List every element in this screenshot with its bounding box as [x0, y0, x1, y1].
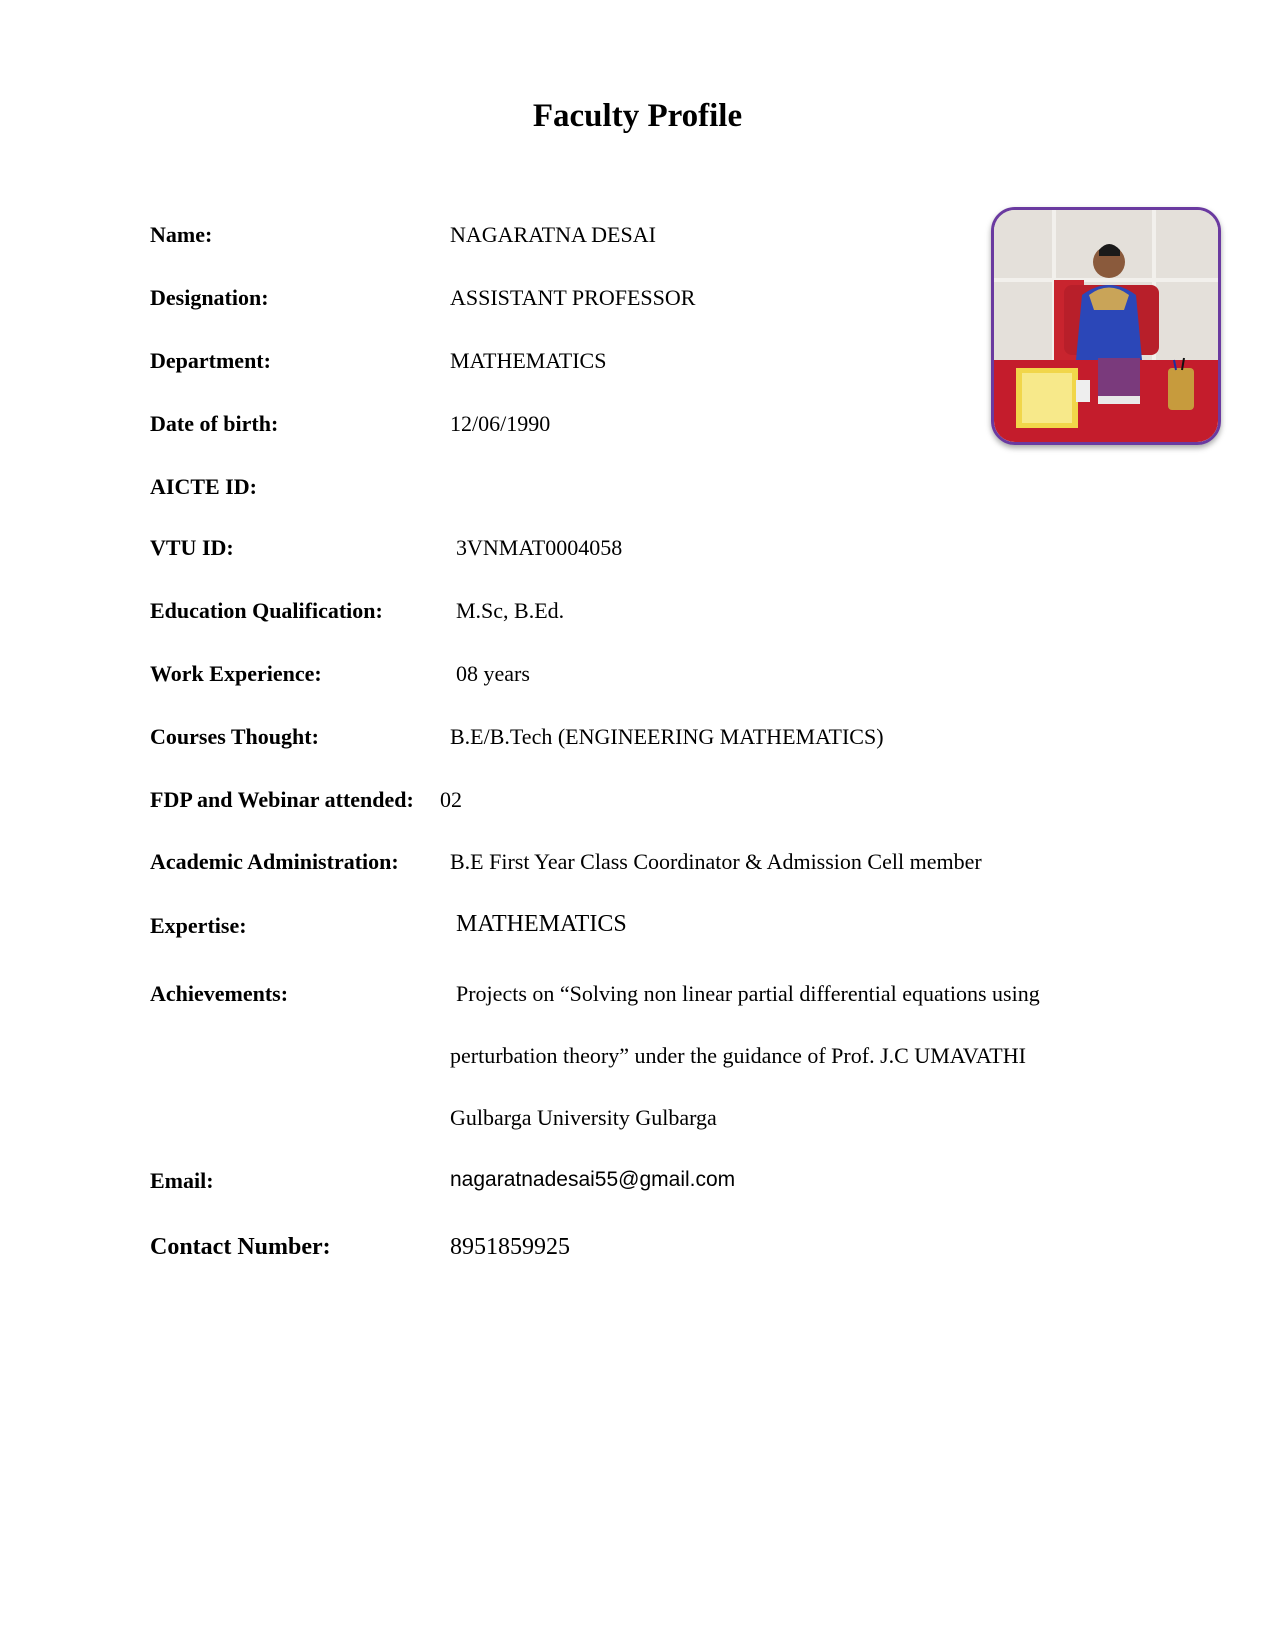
faculty-photo — [991, 207, 1221, 445]
achievements-line: Projects on “Solving non linear partial differential equations using — [456, 981, 1040, 1006]
admin-label: Academic Administration: — [150, 849, 399, 874]
name-value: NAGARATNA DESAI — [450, 222, 656, 247]
contact-label: Contact Number: — [150, 1234, 331, 1260]
experience-label: Work Experience: — [150, 661, 322, 686]
achievements-label: Achievements: — [150, 981, 289, 1006]
admin-value: B.E First Year Class Coordinator & Admission Cell member — [450, 849, 982, 874]
experience-value: 08 years — [456, 661, 530, 686]
fdp-value: 02 — [440, 787, 462, 812]
name-label: Name: — [150, 222, 213, 247]
dob-value: 12/06/1990 — [450, 411, 551, 436]
department-value: MATHEMATICS — [450, 348, 607, 373]
courses-value: B.E/B.Tech (ENGINEERING MATHEMATICS) — [450, 724, 884, 749]
vtu-value: 3VNMAT0004058 — [456, 535, 623, 560]
education-label: Education Qualification: — [150, 598, 383, 623]
faculty-photo-image — [994, 210, 1218, 442]
designation-value: ASSISTANT PROFESSOR — [450, 285, 696, 310]
education-value: M.Sc, B.Ed. — [456, 598, 565, 623]
email-value[interactable]: nagaratnadesai55@gmail.com — [450, 1168, 736, 1191]
vtu-label: VTU ID: — [150, 535, 234, 560]
email-label: Email: — [150, 1168, 214, 1193]
fdp-label: FDP and Webinar attended: — [150, 787, 414, 812]
expertise-label: Expertise: — [150, 913, 247, 938]
designation-label: Designation: — [150, 285, 269, 310]
achievements-line: Gulbarga University Gulbarga — [450, 1105, 717, 1130]
page-title: Faculty Profile — [532, 98, 743, 134]
courses-label: Courses Thought: — [150, 724, 319, 749]
dob-label: Date of birth: — [150, 411, 279, 436]
expertise-value: MATHEMATICS — [456, 911, 627, 937]
achievements-line: perturbation theory” under the guidance of Prof. J.C UMAVATHI — [450, 1043, 1026, 1068]
department-label: Department: — [150, 348, 271, 373]
contact-value: 8951859925 — [450, 1234, 570, 1260]
aicte-label: AICTE ID: — [150, 474, 257, 499]
